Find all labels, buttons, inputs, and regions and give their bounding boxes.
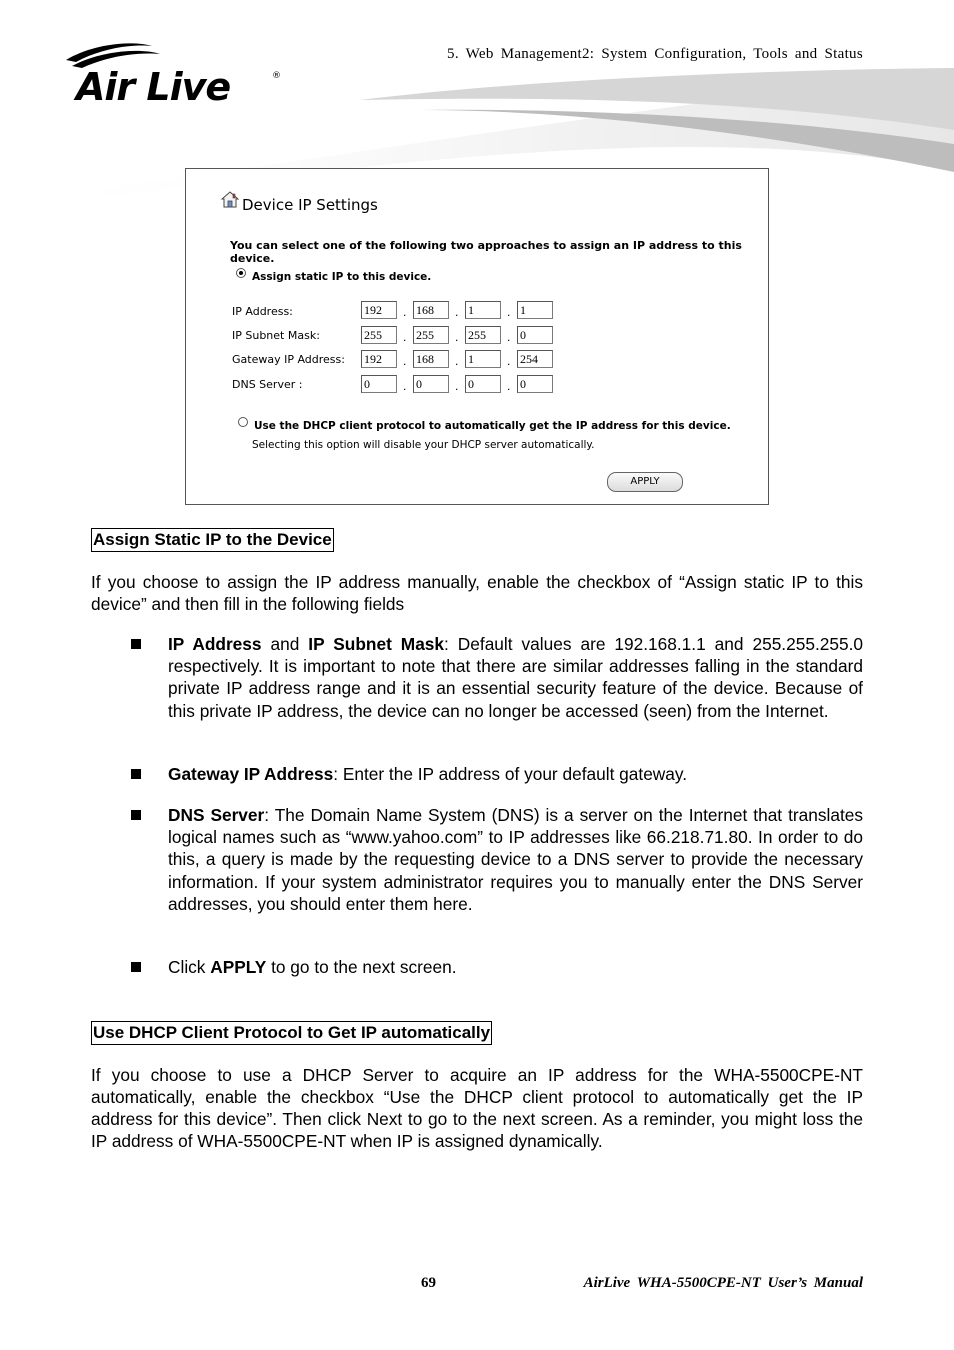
bullet-square-icon — [131, 962, 141, 972]
mask-octet-1[interactable]: 255 — [361, 326, 397, 344]
bullet-square-icon — [131, 769, 141, 779]
text: and — [261, 634, 309, 654]
ip-octet-4[interactable]: 1 — [517, 301, 553, 319]
dot: . — [455, 354, 459, 368]
panel-intro: You can select one of the following two approaches to assign an IP address to this device. — [230, 239, 742, 265]
ip-octet-1[interactable]: 192 — [361, 301, 397, 319]
home-icon — [221, 191, 239, 209]
svg-text:Air Live: Air Live — [76, 65, 231, 109]
ip-address-label: IP Address: — [232, 305, 293, 318]
bullet-dns — [168, 804, 863, 915]
text: : The Domain Name System (DNS) is a server on the Internet that translates logical names such as “www.yahoo.com” to IP addresses like 66.218.71.80. In order to do this, a query is made by the requesting device to a DNS server to provide the necessary information. If your system administrator requires you to manually enter the DNS Server addresses, you should enter them here. — [168, 805, 863, 914]
static-ip-radio[interactable] — [236, 268, 246, 278]
section-heading-static-ip: Assign Static IP to the Device — [91, 528, 334, 552]
dns-octet-3[interactable]: 0 — [465, 375, 501, 393]
gateway-octet-1[interactable]: 192 — [361, 350, 397, 368]
manual-name: AirLive WHA-5500CPE-NT User’s Manual — [583, 1275, 863, 1291]
mask-octet-3[interactable]: 255 — [465, 326, 501, 344]
text: : Enter the IP address of your default gateway. — [333, 764, 688, 784]
text: to go to the next screen. — [266, 957, 457, 977]
dot: . — [507, 330, 511, 344]
panel-title: Device IP Settings — [242, 196, 378, 214]
gateway-octet-4[interactable]: 254 — [517, 350, 553, 368]
section2-text: If you choose to use a DHCP Server to acquire an IP address for the WHA-5500CPE-NT automatically, enable the checkbox “Use the DHCP client protocol to automatically get the IP address for this device”. Then click Next to go to the next screen. As a reminder, you might loss the IP address of WHA-5500CPE-NT when IP is assigned dynamically. — [91, 1065, 863, 1151]
dot: . — [507, 354, 511, 368]
subnet-mask-label: IP Subnet Mask: — [232, 329, 320, 342]
dns-server-label: DNS Server : — [232, 378, 303, 391]
mask-octet-4[interactable]: 0 — [517, 326, 553, 344]
bullet-gateway — [168, 763, 863, 785]
dns-octet-2[interactable]: 0 — [413, 375, 449, 393]
section1-intro: If you choose to assign the IP address manually, enable the checkbox of “Assign static IP to this device” and then fill in the following fields — [91, 572, 863, 614]
dot: . — [455, 330, 459, 344]
ip-octet-3[interactable]: 1 — [465, 301, 501, 319]
gateway-octet-2[interactable]: 168 — [413, 350, 449, 368]
gateway-octet-3[interactable]: 1 — [465, 350, 501, 368]
bullet-apply — [168, 956, 863, 978]
dot: . — [507, 379, 511, 393]
bold-term: Gateway IP Address — [168, 764, 334, 784]
dot: . — [403, 354, 407, 368]
mask-octet-2[interactable]: 255 — [413, 326, 449, 344]
dhcp-note: Selecting this option will disable your DHCP server automatically. — [252, 439, 595, 451]
dhcp-radio[interactable] — [238, 417, 248, 427]
text: Click — [168, 957, 211, 977]
bullet-ip-address — [168, 633, 863, 722]
dot: . — [403, 305, 407, 319]
bold-term: IP Subnet Mask — [308, 634, 445, 654]
bold-term: IP Address — [168, 634, 262, 654]
static-ip-label: Assign static IP to this device. — [252, 271, 432, 283]
dot: . — [403, 379, 407, 393]
bold-term: APPLY — [210, 957, 267, 977]
logo-swoosh-icon — [62, 40, 292, 110]
dot: . — [455, 379, 459, 393]
section-heading-dhcp: Use DHCP Client Protocol to Get IP automatically — [91, 1021, 492, 1045]
ip-octet-2[interactable]: 168 — [413, 301, 449, 319]
page-number: 69 — [421, 1275, 436, 1291]
device-ip-settings-panel — [185, 168, 769, 505]
bullet-square-icon — [131, 639, 141, 649]
bullet-square-icon — [131, 810, 141, 820]
svg-text:®: ® — [272, 71, 281, 81]
dns-octet-4[interactable]: 0 — [517, 375, 553, 393]
gateway-label: Gateway IP Address: — [232, 353, 345, 366]
dot: . — [403, 330, 407, 344]
text: : Default values are 192.168.1.1 and 255.255.255.0 respectively. It is important to note that there are similar addresses falling in the standard private IP address range and it is an essential security feature of the device. Because of this private IP address, the device can no longer be accessed (seen) from the Internet. — [168, 634, 863, 721]
bold-term: DNS Server — [168, 805, 265, 825]
apply-button[interactable]: APPLY — [607, 472, 683, 492]
dot: . — [455, 305, 459, 319]
airlive-logo — [62, 40, 292, 110]
chapter-title: 5. Web Management2: System Configuration, Tools and Status — [447, 46, 863, 62]
dhcp-label: Use the DHCP client protocol to automatically get the IP address for this device. — [254, 420, 731, 432]
dot: . — [507, 305, 511, 319]
dns-octet-1[interactable]: 0 — [361, 375, 397, 393]
